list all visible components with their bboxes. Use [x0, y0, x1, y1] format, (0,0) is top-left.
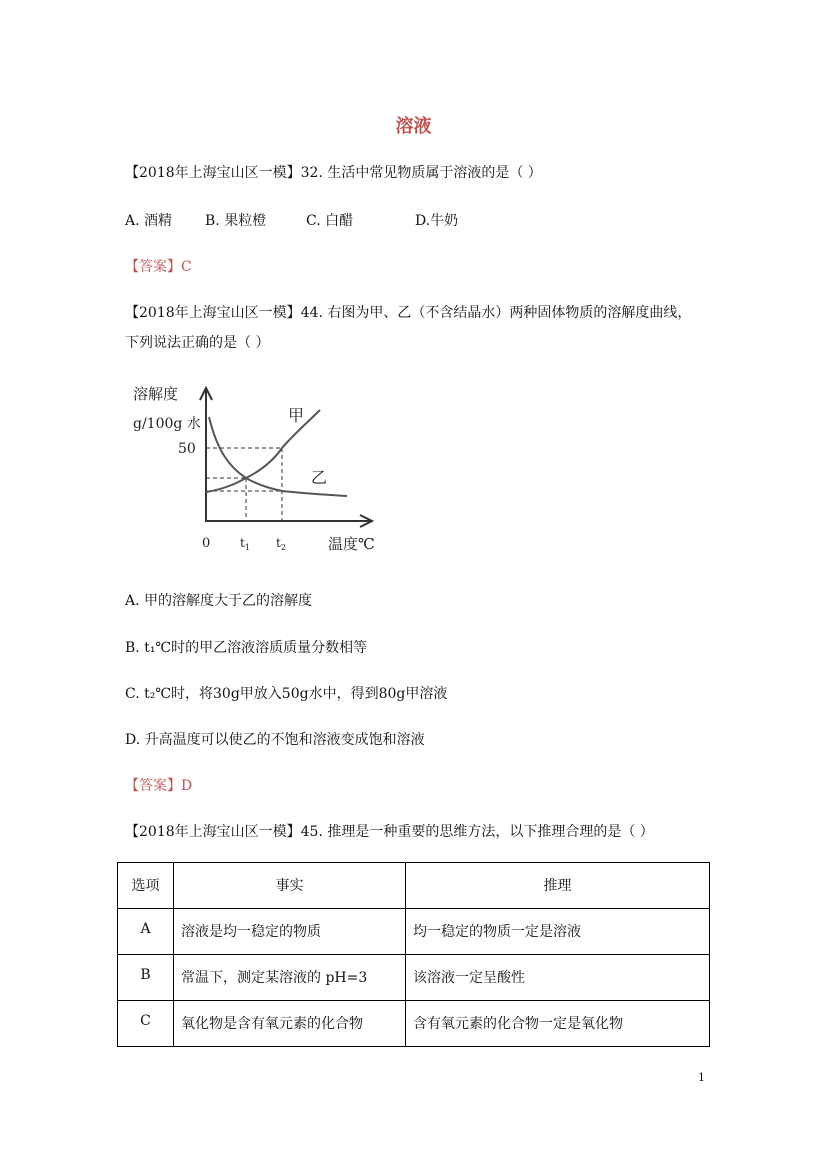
page-title: 溶液 [395, 116, 432, 137]
table-header-row [118, 863, 710, 909]
table-row [118, 955, 710, 1001]
question-44-stem-line1: 【2018年上海宝山区一模】44. 右图为甲、乙（不含结晶水）两种固体物质的溶解度曲线， [125, 305, 692, 321]
option-c: C. 白醋 [306, 213, 354, 229]
cell-option: A [118, 909, 174, 955]
y-tick-50: 50 [178, 441, 196, 457]
option-a: A. 酒精 [125, 213, 173, 229]
x-tick-t1: $t_1$ [240, 536, 250, 552]
cell-option: C [118, 1001, 174, 1047]
answer-value: C [181, 259, 192, 275]
cell-fact: 溶液是均一稳定的物质 [174, 909, 406, 955]
xlabel: 温度℃ [328, 535, 375, 553]
table-row [118, 909, 710, 955]
cell-inference: 该溶液一定呈酸性 [406, 955, 710, 1001]
reasoning-table [117, 862, 710, 1047]
question-45-stem: 【2018年上海宝山区一模】45. 推理是一种重要的思维方法，以下推理合理的是（ ） [125, 824, 654, 840]
question-44-option-d: D. 升高温度可以使乙的不饱和溶液变成饱和溶液 [125, 732, 425, 748]
header-option: 选项 [118, 863, 174, 909]
question-44-stem-line2: 下列说法正确的是（ ） [125, 335, 270, 351]
question-32-stem: 【2018年上海宝山区一模】32. 生活中常见物质属于溶液的是（ ） [125, 165, 542, 181]
table-row [118, 1001, 710, 1047]
cell-inference: 均一稳定的物质一定是溶液 [406, 909, 710, 955]
header-fact: 事实 [174, 863, 406, 909]
question-44-answer [125, 776, 192, 796]
option-d: D.牛奶 [415, 213, 459, 229]
ylabel-line2: g/100g 水 [133, 416, 201, 432]
question-44-option-b: B. t₁℃时的甲乙溶液溶质质量分数相等 [125, 640, 368, 656]
x-tick-t2: $t_2$ [276, 536, 286, 552]
cell-fact: 常温下，测定某溶液的 pH=3 [174, 955, 406, 1001]
answer-value: D [181, 778, 193, 794]
cell-fact: 氧化物是含有氧元素的化合物 [174, 1001, 406, 1047]
series-yi-label: 乙 [311, 468, 328, 487]
x-tick-0: 0 [202, 536, 211, 551]
series-jia-label: 甲 [288, 406, 305, 425]
option-b: B. 果粒橙 [205, 213, 267, 229]
answer-tag: 【答案】 [125, 259, 181, 275]
solubility-chart [125, 375, 395, 560]
page-number: 1 [698, 1071, 705, 1084]
question-44-option-a: A. 甲的溶解度大于乙的溶解度 [125, 593, 313, 609]
question-44-option-c: C. t₂℃时，将30g甲放入50g水中，得到80g甲溶液 [125, 686, 448, 702]
question-32-options [125, 211, 525, 231]
question-32-answer [125, 257, 192, 277]
header-inference: 推理 [406, 863, 710, 909]
cell-option: B [118, 955, 174, 1001]
answer-tag: 【答案】 [125, 778, 181, 794]
ylabel-line1: 溶解度 [133, 385, 179, 403]
cell-inference: 含有氧元素的化合物一定是氧化物 [406, 1001, 710, 1047]
